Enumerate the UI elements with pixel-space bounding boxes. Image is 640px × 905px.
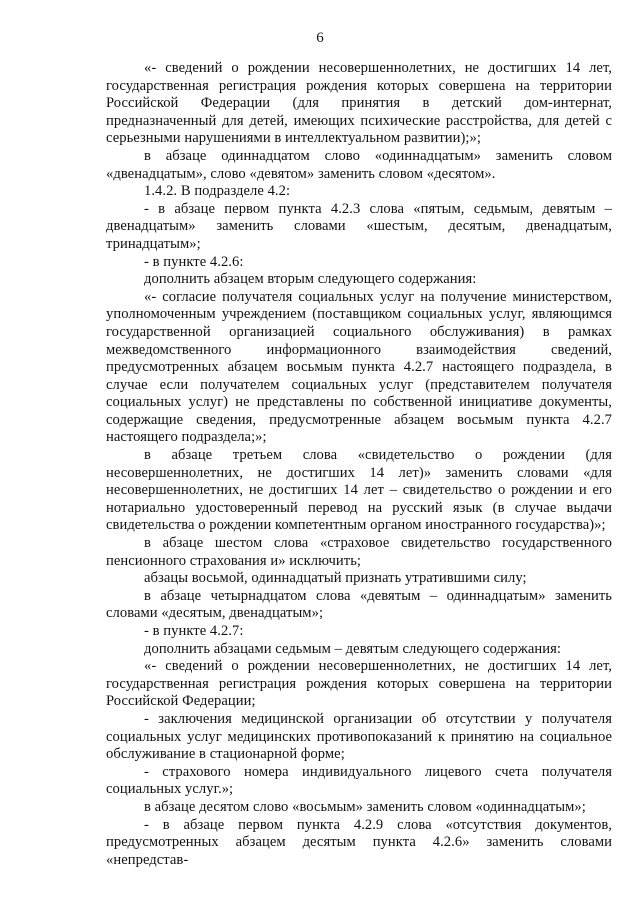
paragraph-10: абзацы восьмой, одиннадцатый признать утратившими силу; [144, 570, 527, 587]
paragraph-16: - страхового номера индивидуального лицевого счета получателя социальных услуг.»; [106, 763, 612, 798]
paragraph-12: - в пункте 4.2.7: [144, 623, 244, 639]
paragraph-5: - в пункте 4.2.6: [144, 253, 244, 270]
paragraph-1: «- сведений о рождении несовершеннолетних, не достигших 14 лет, государственная регистрация рождения которых совершена на территории Российской Федерации (для принятия в детский дом-интернат, предназначенный для детей, имеющих психические расстройства, для детей с серьезными нарушениями в интеллектуальном развитии);»; [106, 60, 612, 147]
paragraph-7: «- согласие получателя социальных услуг на получение министерством, уполномоченным учреждением (поставщиком социальных услуг, являющимся государственной организацией социального обслуживания) в рамках межведомственного информационного взаимодействия сведений, предусмотренных абзацем восьмым пункта 4.2.7 настоящего подраздела, в случае если получателем социальных услуг (представителем получателя социальных услуг) не представлены по собственной инициативе документы, содержащие сведения, предусмотренные абзацем восьмым пункта 4.2.7 настоящего подраздела;»; [106, 288, 612, 446]
paragraph-18: - в абзаце первом пункта 4.2.9 слова «отсутствия документов, предусмотренных абзацем десятым пункта 4.2.6» заменить словами «непредстав- [106, 816, 612, 868]
page-number: 6 [316, 30, 324, 46]
paragraph-11: в абзаце четырнадцатом слова «девятым – одиннадцатым» заменить словами «десятым, двенадцатым»; [106, 587, 612, 622]
paragraph-14: «- сведений о рождении несовершеннолетних, не достигших 14 лет, государственная регистрация рождения которых совершена на территории Российской Федерации; [106, 658, 612, 710]
paragraph-17: в абзаце десятом слово «восьмым» заменить словом «одиннадцатым»; [144, 798, 586, 815]
paragraph-3: 1.4.2. В подразделе 4.2: [144, 183, 291, 200]
paragraph-15: - заключения медицинской организации об отсутствии у получателя социальных услуг медицинских противопоказаний к принятию на социальное обслуживание в стационарной форме; [106, 710, 612, 763]
paragraph-13: дополнить абзацами седьмым – девятым следующего содержания: [144, 640, 562, 657]
paragraph-8: в абзаце третьем слова «свидетельство о рождении (для несовершеннолетних, не достигших 14 лет)» заменить словами «для несовершеннолетних, не достигших 14 лет – свидетельство о рождении и его нотариально удостоверенный перевод на русский язык (в случае выдачи свидетельства о рождении компетентным органом иностранного государства)»; [106, 447, 612, 534]
paragraph-2: в абзаце одиннадцатом слово «одиннадцатым» заменить словом «двенадцатым», слово «девятом» заменить словом «десятом». [106, 147, 612, 182]
paragraph-9: в абзаце шестом слова «страховое свидетельство государственного пенсионного страхования и» исключить; [106, 535, 612, 569]
document-body [106, 60, 612, 869]
paragraph-4: - в абзаце первом пункта 4.2.3 слова «пятым, седьмым, девятым – двенадцатым» заменить словами «шестым, десятым, двенадцатым, тринадцатым»; [106, 200, 612, 252]
paragraph-6: дополнить абзацем вторым следующего содержания: [144, 271, 477, 288]
